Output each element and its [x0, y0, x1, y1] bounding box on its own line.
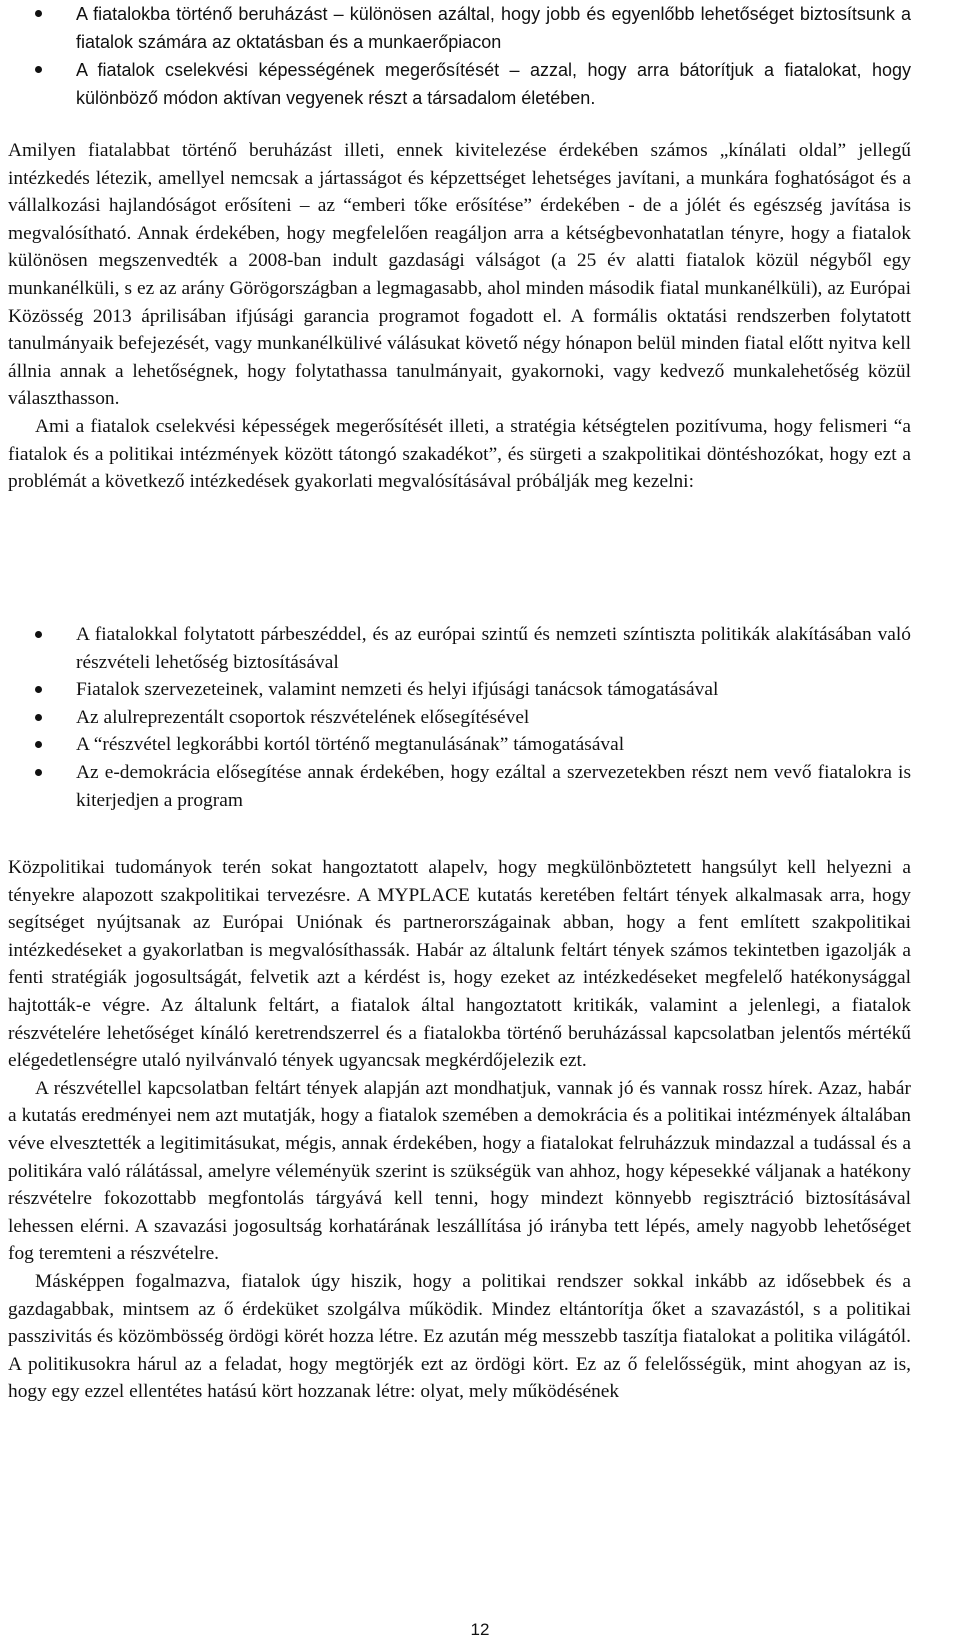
list-item: A fiatalok cselekvési képességének megerősítését – azzal, hogy arra bátorítjuk a fiatalokat, hogy különböző módon aktívan vegyenek részt a társadalom életében. [8, 56, 911, 112]
top-bullet-list [8, 0, 911, 112]
list-item: Az e-demokrácia elősegítése annak érdekében, hogy ezáltal a szervezetekben részt nem vevő fiatalokra is kiterjedjen a program [8, 759, 911, 814]
list-item: Fiatalok szervezeteinek, valamint nemzeti és helyi ifjúsági tanácsok támogatásával [8, 676, 911, 704]
body-section-b [8, 854, 911, 1406]
list-item: A fiatalokba történő beruházást – különösen azáltal, hogy jobb és egyenlőbb lehetőséget biztosítsunk a fiatalok számára az oktatásban és a munkaerőpiacon [8, 0, 911, 56]
list-item: Az alulreprezentált csoportok részvételének elősegítésével [8, 704, 911, 732]
page-number: 12 [470, 1620, 490, 1639]
list-item: A “részvétel legkorábbi kortól történő megtanulásának” támogatásával [8, 731, 911, 759]
paragraph: Amilyen fiatalabbat történő beruházást illeti, ennek kivitelezése érdekében számos „kínálati oldal” jellegű intézkedés létezik, amellyel nemcsak a jártasságot és képzettséget lehetséges javítani, a munkára foghatóságot és a vállalkozási hajlandóságot erősíteni – az “emberi tőke erősítése” érdekében - de a jólét és egészség javítása is megvalósítható. Annak érdekében, hogy megfelelően reagáljon arra a kétségbevonhatatlan tényre, hogy a fiatalok különösen megszenvedték a 2008-ban indult gazdasági válságot (a 25 év alatti fiatalok közül négyből egy munkanélküli, s ez az arány Görögországban a legmagasabb, ahol minden második fiatal munkanélküli), az Európai Közösség 2013 áprilisában ifjúsági garancia programot fogadott el. A formális oktatási rendszerben folytatott tanulmányaik befejezését, vagy munkanélkülivé válásukat követő négy hónapon belül minden fiatal előtt nyitva kell állnia annak a lehetőségnek, hogy folytathassa tanulmányait, gyakornoki, vagy kedvező munkalehetőség közül választhasson. [8, 140, 911, 410]
paragraph: Másképpen fogalmazva, fiatalok úgy hiszik, hogy a politikai rendszer sokkal inkább az idősebbek és a gazdagabbak, mintsem az ő érdeküket szolgálva működik. Mindez eltántorítja őket a szavazástól, s a politikai passzivitás és közömbösség ördögi körét hozza létre. Ez azután még messzebb taszítja fiatalokat a politika világától. A politikusokra hárul az a feladat, hogy megtörjék ezt az ördögi kört. Ez az ő felelősségük, mint ahogyan az is, hogy egy ezzel ellentétes hatású kört hozzanak létre: olyat, mely működésének [8, 1270, 911, 1403]
paragraph: Közpolitikai tudományok terén sokat hangoztatott alapelv, hogy megkülönböztetett hangsúlyt kell helyezni a tényekre alapozott szakpolitikai tervezésre. A MYPLACE kutatás keretében feltárt tények alkalmasak arra, hogy segítséget nyújtsanak az Európai Uniónak és partnerországainak abban, hogy a fent említett szakpolitikai intézkedéseket a gyakorlatban is megvalósíthassák. Habár az általunk feltárt tények számos tekintetben igazolják a fenti stratégiák jogosultságát, felvetik azt a kérdést is, hogy ezeket az intézkedéseket megfelelő hatékonysággal hajtották-e végre. Az általunk feltárt, a fiatalok által hangoztatott kritikák, valamint a jelenlegi, a fiatalok részvételére lehetőséget kínáló keretrendszerrel és a fiatalokba történő beruházással kapcsolatban jelentős mértékű elégedetlenségre utaló nyilvánvaló tények ugyancsak megkérdőjelezik ezt. [8, 857, 911, 1072]
paragraph: Ami a fiatalok cselekvési képességek megerősítését illeti, a stratégia kétségtelen pozitívuma, hogy felismeri “a fiatalok és a politikai intézmények között tátongó szakadékot”, és sürgeti a szakpolitikai döntéshozókat, hogy ezt a problémát a következő intézkedések gyakorlati megvalósításával próbálják meg kezelni: [8, 415, 911, 493]
paragraph: A részvétellel kapcsolatban feltárt tények alapján azt mondhatjuk, vannak jó és vannak rossz hírek. Azaz, habár a kutatás eredményei nem azt mutatják, hogy a fiatalok szemében a demokrácia és a politikai intézmények általában véve elvesztették a legitimitásukat, mégis, annak érdekében, hogy a fiatalokat felruházzuk mindazzal a tudással és a politikára való rálátással, amelyre véleményük szerint is szükségük van ahhoz, hogy képesekké váljanak a hatékony részvételre fokozottabb megfontolás tárgyává kell tenni, hogy mindezt könnyebb regisztráció biztosításával lehessen elérni. A szavazási jogosultság korhatárának leszállítása jó irányba tett lépés, amely nagyobb lehetőséget fog teremteni a részvételre. [8, 1077, 911, 1265]
body-section-a [8, 137, 911, 496]
list-item: A fiatalokkal folytatott párbeszéddel, és az európai szintű és nemzeti színtiszta politikák alakításában való részvételi lehetőség biztosításával [8, 621, 911, 676]
measures-bullet-list [8, 621, 911, 814]
